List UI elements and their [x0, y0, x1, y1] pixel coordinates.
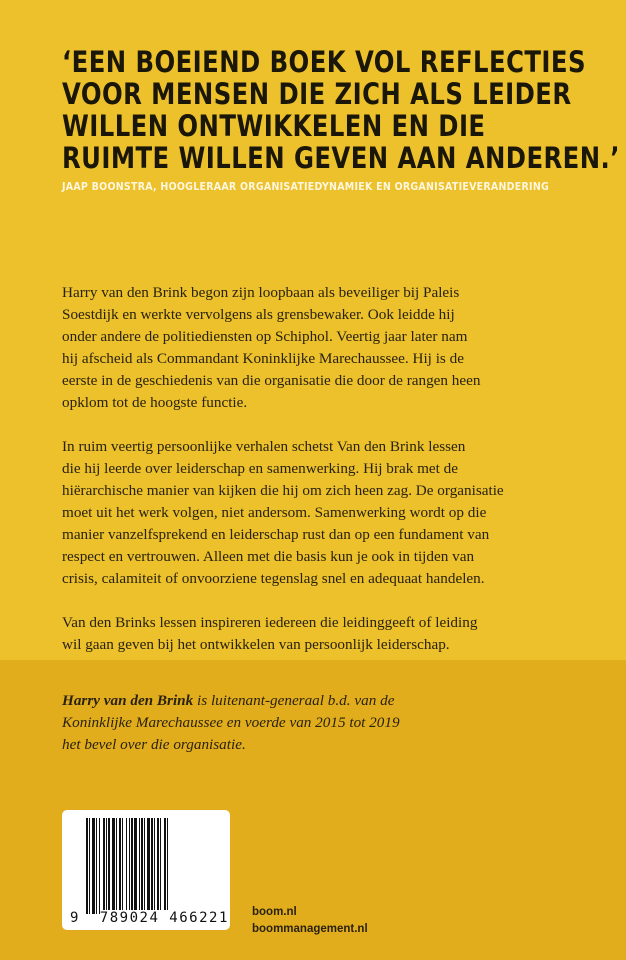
- blurb-paragraph: [62, 436, 592, 590]
- quote-attribution: JAAP BOONSTRA, HOOGLERAAR ORGANISATIEDYNAMIEK EN ORGANISATIEVERANDERING: [62, 180, 550, 193]
- author-bio: [62, 690, 400, 756]
- blurb-line: manier vanzelfsprekend en leiderschap rust dan op een fundament van: [62, 526, 490, 543]
- blurb-line: Soestdijk en werkte vervolgens als grensbewaker. Ook leidde hij: [62, 306, 455, 323]
- blurb-line: hij afscheid als Commandant Koninklijke Marechaussee. Hij is de: [62, 350, 464, 367]
- bio-line: het bevel over die organisatie.: [62, 736, 246, 753]
- blurb-paragraph: [62, 612, 592, 656]
- blurb-line: In ruim veertig persoonlijke verhalen schetst Van den Brink lessen: [62, 438, 466, 455]
- isbn-number: [70, 910, 229, 926]
- barcode-bar: [168, 818, 170, 914]
- blurb-line: moet uit het werk volgen, niet andersom. Samenwerking wordt op die: [62, 504, 487, 521]
- blurb-line: eerste in de geschiedenis van die organisatie die door de rangen heen: [62, 372, 481, 389]
- quote-line: ‘EEN BOEIEND BOEK VOL REFLECTIES: [62, 45, 586, 79]
- blurb-line: hiërarchische manier van kijken die hij om zich heen zag. De organisatie: [62, 482, 504, 499]
- author-name: Harry van den Brink: [62, 692, 194, 709]
- isbn-first-digit: 9: [70, 910, 80, 926]
- barcode-bars: [86, 818, 220, 914]
- blurb-line: onder andere de politiediensten op Schiphol. Veertig jaar later nam: [62, 328, 468, 345]
- blurb: [62, 282, 592, 678]
- blurb-line: respect en vertrouwen. Alleen met die basis kun je ook in tijden van: [62, 548, 475, 565]
- quote-line: WILLEN ONTWIKKELEN EN DIE: [62, 109, 486, 143]
- link-boommanagement[interactable]: boommanagement.nl: [252, 923, 368, 935]
- blurb-paragraph: [62, 282, 592, 414]
- isbn-digits: 789024 466221: [99, 910, 229, 926]
- isbn-barcode: [62, 810, 230, 930]
- blurb-line: opklom tot de hoogste functie.: [62, 394, 248, 411]
- publisher-links: [252, 904, 368, 938]
- bio-line: [62, 690, 400, 712]
- blurb-line: Van den Brinks lessen inspireren iedereen die leidinggeeft of leiding: [62, 614, 478, 631]
- blurb-line: die hij leerde over leiderschap en samenwerking. Hij brak met de: [62, 460, 458, 477]
- bio-text: is luitenant-generaal b.d. van de: [193, 692, 395, 709]
- bio-line: Koninklijke Marechaussee en voerde van 2015 tot 2019: [62, 714, 400, 731]
- blurb-line: wil gaan geven bij het ontwikkelen van persoonlijk leiderschap.: [62, 636, 450, 653]
- link-boom[interactable]: boom.nl: [252, 906, 297, 918]
- blurb-line: Harry van den Brink begon zijn loopbaan als beveiliger bij Paleis: [62, 284, 460, 301]
- quote-line: VOOR MENSEN DIE ZICH ALS LEIDER: [62, 77, 572, 111]
- quote-line: RUIMTE WILLEN GEVEN AAN ANDEREN.’: [62, 141, 620, 175]
- pull-quote: [62, 45, 620, 175]
- blurb-line: crisis, calamiteit of onvoorziene tegenslag snel en adequaat handelen.: [62, 570, 485, 587]
